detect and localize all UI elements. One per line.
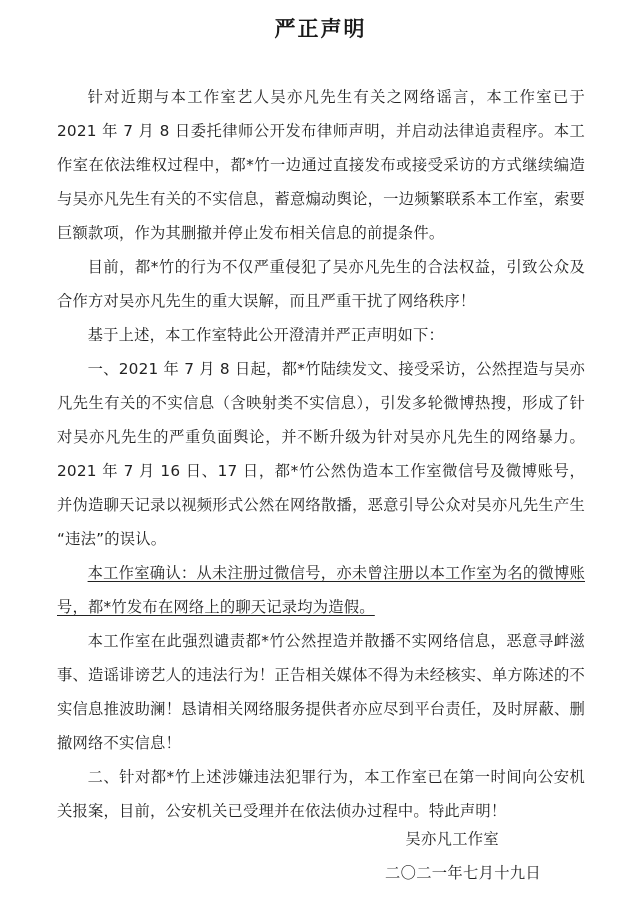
page-title: 严正声明 bbox=[274, 17, 367, 41]
paragraph-confirmation: 本工作室确认：从未注册过微信号，亦未曾注册以本工作室为名的微博账号，都*竹发布在网络上的聊天记录均为造假。 bbox=[57, 564, 585, 616]
document-body bbox=[0, 80, 641, 828]
paragraph-item-one: 一、2021 年 7 月 8 日起，都*竹陆续发文、接受采访，公然捏造与吴亦凡先生有关的不实信息（含映射类不实信息），引发多轮微博热搜，形成了针对吴亦凡先生的严重负面舆论，并不断升级为针对吴亦凡先生的网络暴力。2021 年 7 月 16 日、17 日，都*竹公然伪造本工作室微信号及微博账号，并伪造聊天记录以视频形式公然在网络散播，恶意引导公众对吴亦凡先生产生“违法”的误认。 bbox=[57, 360, 585, 548]
paragraph-basis: 基于上述，本工作室特此公开澄清并严正声明如下： bbox=[87, 326, 445, 344]
paragraph-current-status: 目前，都*竹的行为不仅严重侵犯了吴亦凡先生的合法权益，引致公众及合作方对吴亦凡先生的重大误解，而且严重干扰了网络秩序！ bbox=[57, 258, 585, 310]
paragraph-intro: 针对近期与本工作室艺人吴亦凡先生有关之网络谣言，本工作室已于 2021 年 7 月 8 日委托律师公开发布律师声明，并启动法律追责程序。本工作室在依法维权过程中，都*竹一边通过直接发布或接受采访的方式继续编造与吴亦凡先生有关的不实信息，蓄意煽动舆论，一边频繁联系本工作室，索要巨额款项，作为其删撤并停止发布相关信息的前提条件。 bbox=[57, 88, 585, 242]
signature-date: 二〇二一年七月十九日 bbox=[385, 864, 541, 882]
paragraph-condemnation: 本工作室在此强烈谴责都*竹公然捏造并散播不实网络信息，恶意寻衅滋事、造谣诽谤艺人的违法行为！正告相关媒体不得为未经核实、单方陈述的不实信息推波助澜！恳请相关网络服务提供者亦应尽到平台责任，及时屏蔽、删撤网络不实信息！ bbox=[57, 632, 585, 752]
signature-name: 吴亦凡工作室 bbox=[405, 830, 499, 848]
paragraph-item-two: 二、针对都*竹上述涉嫌违法犯罪行为，本工作室已在第一时间向公安机关报案，目前，公安机关已受理并在依法侦办过程中。特此声明！ bbox=[57, 768, 585, 820]
signature-block bbox=[0, 822, 641, 890]
